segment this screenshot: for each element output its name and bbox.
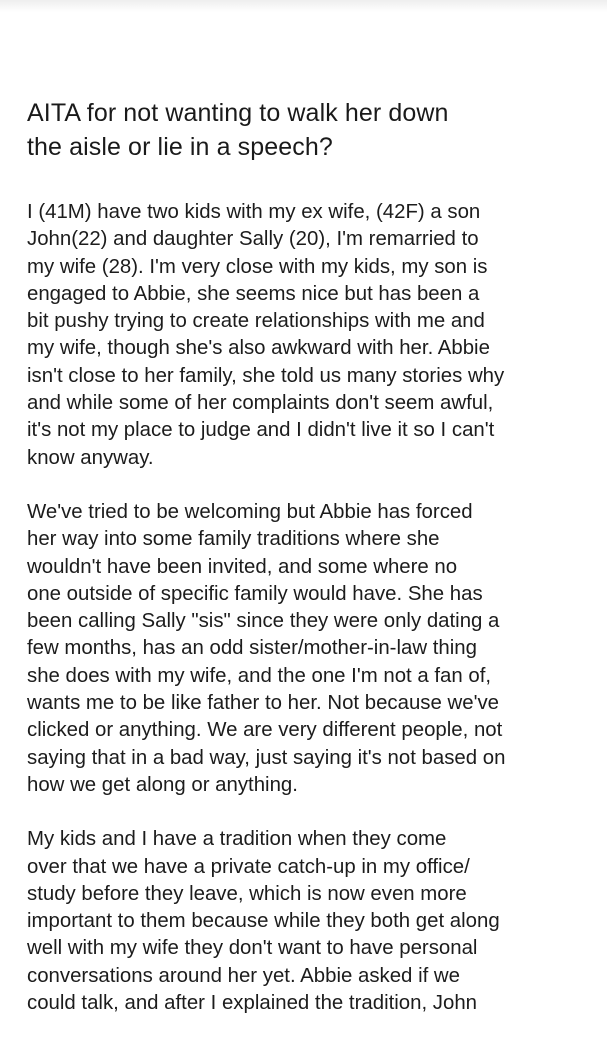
body-line: how we get along or anything. xyxy=(27,773,298,796)
body-line: John(22) and daughter Sally (20), I'm remarried to xyxy=(27,228,479,251)
body-line: it's not my place to judge and I didn't live it so I can't xyxy=(27,419,495,442)
body-line: wants me to be like father to her. Not because we've xyxy=(27,692,500,715)
post-title xyxy=(27,96,587,164)
body-line: important to them because while they both get along xyxy=(27,910,500,933)
body-line: saying that in a bad way, just saying it's not based on xyxy=(27,746,506,769)
body-line: her way into some family traditions where she xyxy=(27,528,440,551)
body-line: she does with my wife, and the one I'm not a fan of, xyxy=(27,664,492,687)
post-body xyxy=(27,199,587,1017)
body-line: conversations around her yet. Abbie asked if we xyxy=(27,964,460,987)
paragraph-1 xyxy=(27,199,587,472)
body-line: my wife (28). I'm very close with my kids, my son is xyxy=(27,255,488,278)
body-line: could talk, and after I explained the tradition, John xyxy=(27,992,478,1015)
body-line: isn't close to her family, she told us many stories why xyxy=(27,364,505,387)
body-line: wouldn't have been invited, and some where no xyxy=(27,555,458,578)
body-line: clicked or anything. We are very different people, not xyxy=(27,719,503,742)
body-line: We've tried to be welcoming but Abbie has forced xyxy=(27,500,473,523)
body-line: engaged to Abbie, she seems nice but has been a xyxy=(27,282,480,305)
paragraph-3 xyxy=(27,826,587,1017)
body-line: bit pushy trying to create relationships with me and xyxy=(27,310,485,333)
post xyxy=(27,96,587,1044)
body-line: and while some of her complaints don't seem awful, xyxy=(27,392,494,415)
body-line: few months, has an odd sister/mother-in-law thing xyxy=(27,637,477,660)
body-line: I (41M) have two kids with my ex wife, (42F) a son xyxy=(27,201,481,223)
top-edge xyxy=(0,0,607,12)
title-line: AITA for not wanting to walk her down xyxy=(27,99,449,127)
body-line: My kids and I have a tradition when they come xyxy=(27,828,447,851)
body-line: study before they leave, which is now even more xyxy=(27,882,467,905)
body-line: been calling Sally "sis" since they were only dating a xyxy=(27,610,500,633)
body-line: over that we have a private catch-up in my office/ xyxy=(27,855,470,878)
paragraph-2 xyxy=(27,499,587,799)
body-line: one outside of specific family would have. She has xyxy=(27,582,483,605)
body-line: well with my wife they don't want to have personal xyxy=(27,937,478,960)
body-line: my wife, though she's also awkward with her. Abbie xyxy=(27,337,490,360)
title-line: the aisle or lie in a speech? xyxy=(27,133,333,161)
body-line: know anyway. xyxy=(27,446,154,469)
